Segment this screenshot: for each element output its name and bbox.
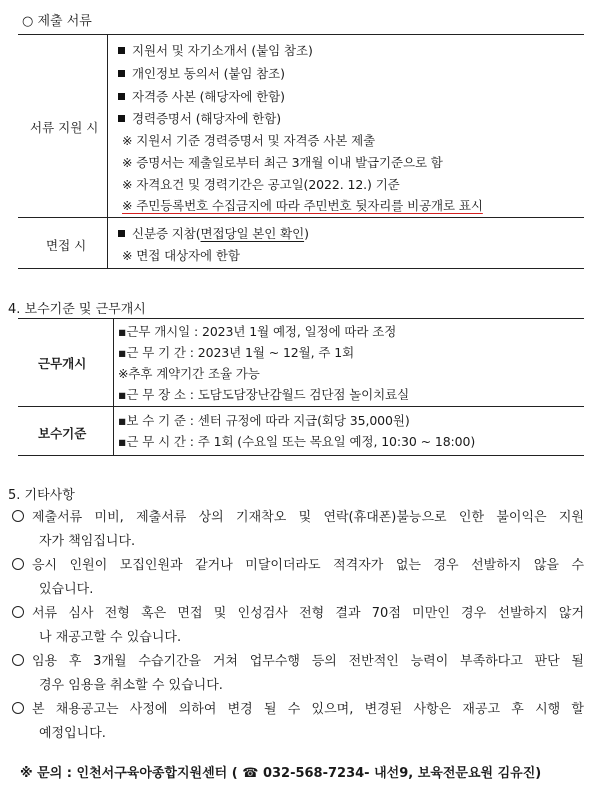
table2-bottom-border — [18, 455, 584, 456]
bullet-icon — [118, 93, 125, 100]
table2-top-border — [18, 318, 584, 319]
category-interview: 면접 시 — [46, 238, 87, 253]
doc-note: ※ 증명서는 제출일로부터 최근 3개월 이내 발급기준으로 함 — [122, 155, 443, 170]
misc-item: 제출서류 미비, 제출서류 상의 기재착오 및 연락(휴대폰)불능으로 인한 불이익은 지원 자가 책임집니다. — [12, 506, 584, 554]
doc-item: 지원서 및 자기소개서 (붙임 참조) — [118, 41, 313, 59]
doc-item: 자격증 사본 (해당자에 한함) — [118, 87, 285, 105]
doc-note: ※ 자격요건 및 경력기간은 공고일(2022. 12.) 기준 — [122, 177, 400, 192]
table1-mid-border — [18, 217, 584, 218]
table1-bottom-border — [18, 268, 584, 269]
doc-note-highlighted: ※ 주민등록번호 수집금지에 따라 주민번호 뒷자리를 비공개로 표시 — [122, 198, 483, 213]
bullet-icon — [118, 47, 125, 54]
doc-note: ※ 지원서 기준 경력증명서 및 자격증 사본 제출 — [122, 133, 376, 148]
category-work-start: 근무개시 — [38, 356, 87, 371]
category-pay-standard: 보수기준 — [38, 426, 87, 441]
table2-divider — [113, 318, 114, 455]
circle-bullet-icon — [12, 702, 24, 714]
table2-mid-border — [18, 406, 584, 407]
doc-item: 개인정보 동의서 (붙임 참조) — [118, 64, 285, 82]
circle-bullet-icon — [12, 510, 24, 522]
table1-top-border — [18, 34, 584, 35]
section-heading-documents: ○ 제출 서류 — [22, 14, 92, 29]
interview-item: 신분증 지참(면접당일 본인 확인) — [118, 224, 309, 242]
category-document-submission: 서류 지원 시 — [30, 120, 99, 135]
bullet-icon — [118, 115, 125, 122]
pay-line: ▪보 수 기 준 : 센터 규정에 따라 지급(회당 35,000원) — [118, 413, 410, 428]
misc-item: 서류 심사 전형 혹은 면접 및 인성검사 전형 결과 70점 미만인 경우 선발하지 않거 나 재공고할 수 있습니다. — [12, 602, 584, 650]
section-heading-misc: 5. 기타사항 — [8, 488, 75, 503]
table1-divider — [107, 34, 108, 268]
work-line: ※추후 계약기간 조율 가능 — [118, 366, 260, 381]
misc-item-list — [12, 506, 584, 746]
bullet-icon — [118, 230, 125, 237]
misc-item: 본 채용공고는 사정에 의하여 변경 될 수 있으며, 변경된 사항은 재공고 후 시행 할 예정입니다. — [12, 698, 584, 746]
pay-line: ▪근 무 시 간 : 주 1회 (수요일 또는 목요일 예정, 10:30 ~ 18:00) — [118, 434, 476, 449]
contact-info: ※ 문의 : 인천서구육아종합지원센터 ( ☎ 032-568-7234- 내선9, 보육전문요원 김유진) — [20, 766, 542, 781]
interview-note: ※ 면접 대상자에 한함 — [122, 248, 240, 263]
misc-item: 응시 인원이 모집인원과 같거나 미달이더라도 적격자가 없는 경우 선발하지 않을 수 있습니다. — [12, 554, 584, 602]
work-line: ▪근 무 장 소 : 도담도담장난감월드 검단점 놀이치료실 — [118, 387, 410, 402]
circle-bullet-icon — [12, 654, 24, 666]
work-line: ▪근무 개시일 : 2023년 1월 예정, 일정에 따라 조정 — [118, 324, 397, 339]
work-line: ▪근 무 기 간 : 2023년 1월 ~ 12월, 주 1회 — [118, 345, 355, 360]
section-heading-pay: 4. 보수기준 및 근무개시 — [8, 302, 146, 317]
circle-bullet-icon — [12, 558, 24, 570]
bullet-icon — [118, 70, 125, 77]
doc-item: 경력증명서 (해당자에 한함) — [118, 109, 281, 127]
misc-item: 임용 후 3개월 수습기간을 거쳐 업무수행 등의 전반적인 능력이 부족하다고 판단 될 경우 임용을 취소할 수 있습니다. — [12, 650, 584, 698]
circle-bullet-icon — [12, 606, 24, 618]
